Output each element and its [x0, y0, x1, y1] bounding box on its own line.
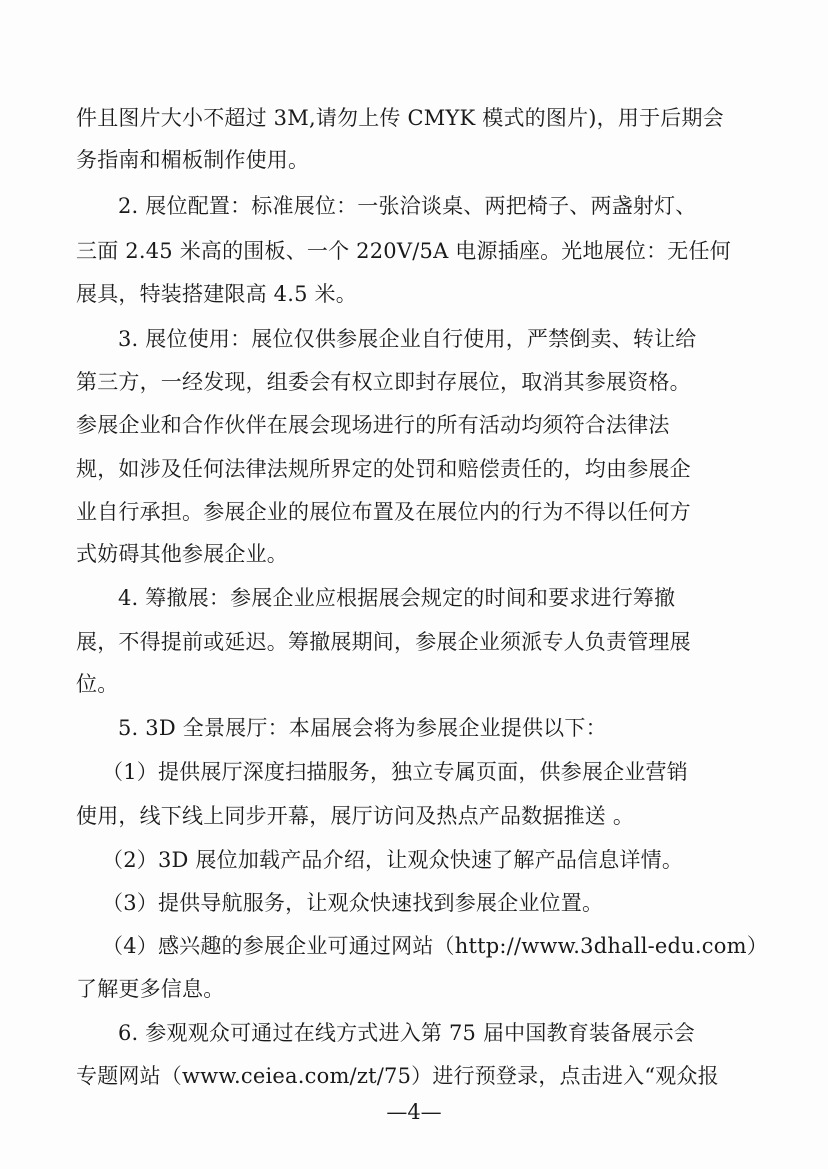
- text-line: 第三方，一经发现，组委会有权立即封存展位，取消其参展资格。: [76, 370, 691, 394]
- text-line: 务指南和楣板制作使用。: [76, 148, 310, 172]
- list-item-3: （3）提供导航服务，让观众快速找到参展企业位置。: [102, 891, 604, 915]
- text-line: 三面 2.45 米高的围板、一个 220V/5A 电源插座。光地展位：无任何: [76, 239, 731, 263]
- text-line: 件且图片大小不超过 3M,请勿上传 CMYK 模式的图片)，用于后期会: [76, 106, 724, 130]
- paragraph-3-line: 3. 展位使用：展位仅供参展企业自行使用，严禁倒卖、转让给: [118, 327, 697, 351]
- text-line: 参展企业和合作伙伴在展会现场进行的所有活动均须符合法律法: [76, 413, 670, 437]
- text-line: 专题网站（www.ceiea.com/zt/75）进行预登录，点击进入“观众报: [76, 1064, 719, 1088]
- text-line: 展具，特装搭建限高 4.5 米。: [76, 282, 357, 306]
- page-number: —4—: [386, 1100, 442, 1124]
- text-line: 业自行承担。参展企业的展位布置及在展位内的行为不得以任何方: [76, 500, 691, 524]
- paragraph-6-line: 6. 参观观众可通过在线方式进入第 75 届中国教育装备展示会: [118, 1021, 695, 1045]
- text-line: 位。: [76, 672, 119, 696]
- text-line: 展，不得提前或延迟。筹撤展期间，参展企业须派专人负责管理展: [76, 630, 691, 654]
- list-item-4: （4）感兴趣的参展企业可通过网站（http://www.3dhall-edu.com）: [102, 934, 768, 958]
- paragraph-5-line: 5. 3D 全景展厅：本届展会将为参展企业提供以下：: [118, 716, 607, 740]
- text-line: 规，如涉及任何法律法规所界定的处罚和赔偿责任的，均由参展企: [76, 457, 691, 481]
- text-line: 使用，线下线上同步开幕，展厅访问及热点产品数据推送 。: [76, 804, 635, 828]
- list-item-2: （2）3D 展位加载产品介绍，让观众快速了解产品信息详情。: [102, 848, 684, 872]
- list-item-1: （1）提供展厅深度扫描服务，独立专属页面，供参展企业营销: [102, 760, 688, 784]
- text-line: 了解更多信息。: [76, 977, 225, 1001]
- text-line: 式妨碍其他参展企业。: [76, 542, 288, 566]
- paragraph-2-line: 2. 展位配置：标准展位：一张洽谈桌、两把椅子、两盏射灯、: [118, 194, 697, 218]
- paragraph-4-line: 4. 筹撤展：参展企业应根据展会规定的时间和要求进行筹撤: [118, 586, 676, 610]
